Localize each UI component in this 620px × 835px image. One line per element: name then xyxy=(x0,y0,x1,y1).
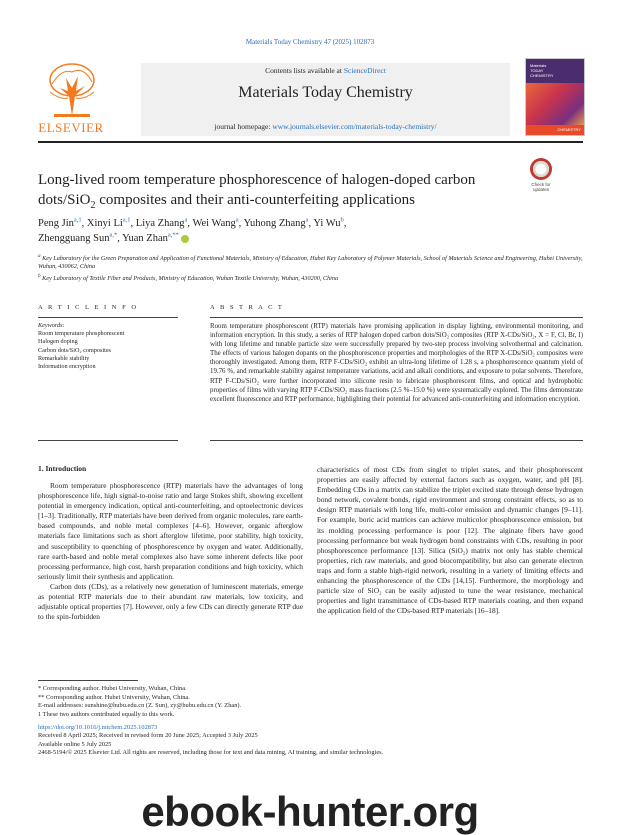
elsevier-wordmark: ELSEVIER xyxy=(38,120,104,135)
affiliation-item xyxy=(38,252,583,272)
author-name[interactable]: Wei Wang xyxy=(192,218,236,229)
homepage-prefix: journal homepage: xyxy=(214,122,273,131)
check-for-updates-button[interactable] xyxy=(524,158,558,192)
copyright-line: 2468-5194/© 2025 Elsevier Ltd. All rights are reserved, including those for text and data mining, AI training, and similar technologies. xyxy=(38,748,384,756)
author-mark[interactable]: a,1 xyxy=(73,216,82,224)
author-mark[interactable]: b xyxy=(340,216,344,224)
cover-artwork xyxy=(526,83,584,127)
cover-title-line3: CHEMISTRY xyxy=(530,73,554,78)
affiliation-item xyxy=(38,272,583,283)
sciencedirect-link[interactable]: ScienceDirect xyxy=(343,66,386,75)
author-list xyxy=(38,216,583,246)
check-updates-label xyxy=(524,182,558,192)
elsevier-tree-logo xyxy=(42,58,102,122)
cover-title-line1: Materials xyxy=(530,63,547,68)
title-subscript: 2 xyxy=(90,200,96,211)
author-name[interactable]: Yuan Zhan xyxy=(122,233,168,244)
body-paragraph: Room temperature phosphorescence (RTP) materials have the advantages of long phosphorescence life, high signal-to-noise ratio and large Stokes shift, showing excellent potential in emergency indication, optical anti-counterfeiting, and optoelectronic devices [1–3]. Traditionally, RTP materials have been derived from organic molecules, rare earth-based compounds, and noble metal complexes [4–6]. However, organic afterglow materials face limitations such as short afterglow lifetime, poor stability, high toxicity, and susceptibility to quenching of phosphorescence by oxygen and water. Additionally, rare earth-based and noble metal complexes also have some inherent defects like poor processing performance, high cost, harsh preparation conditions and high toxicity, which seriously limit their synthesis and application. xyxy=(38,481,303,581)
body-column-left xyxy=(38,481,303,622)
author-name[interactable]: Peng Jin xyxy=(38,218,74,229)
check-updates-icon xyxy=(530,158,552,180)
journal-title: Materials Today Chemistry xyxy=(238,84,413,101)
journal-reference-link[interactable]: Materials Today Chemistry 47 (2025) 102873 xyxy=(245,38,375,46)
affiliation-text: Key Laboratory for the Green Preparation and Application of Functional Materials, Ministry of Education, Hubei Key Laboratory of Polymer Materials, School of Materials Science and Engineering, Hubei University, Wuhan, 430062, China xyxy=(38,255,583,271)
watermark: ebook-hunter.org xyxy=(141,788,479,835)
footnote-rule xyxy=(38,680,138,681)
journal-homepage-link[interactable]: www.journals.elsevier.com/materials-today-chemistry/ xyxy=(272,122,437,131)
author-mark[interactable]: a xyxy=(305,216,309,224)
author-separator: , xyxy=(117,233,123,244)
author-mark[interactable]: a,* xyxy=(109,231,118,239)
author-name[interactable]: Liya Zhang xyxy=(135,218,185,229)
body-column-right xyxy=(317,465,583,616)
title-part-2: composites and their anti-counterfeiting applications xyxy=(95,192,416,208)
keyword-item: Information encryption xyxy=(38,363,96,371)
cover-band: CHEMISTRY xyxy=(526,125,584,135)
available-online: Available online 5 July 2025 xyxy=(38,740,112,748)
footnote-item: ** Corresponding author. Hubei University, Wuhan, China. xyxy=(38,693,190,701)
author-name[interactable]: Yuhong Zhang xyxy=(243,218,306,229)
article-info-bottom-rule xyxy=(38,440,178,441)
affiliation-mark: b xyxy=(38,272,41,279)
orcid-icon[interactable] xyxy=(181,235,189,243)
keyword-item: Carbon dots/SiO₂ composites xyxy=(38,346,111,354)
author-separator: , xyxy=(343,218,347,229)
journal-homepage-line xyxy=(141,122,510,131)
received-dates: Received 8 April 2025; Received in revised form 20 June 2025; Accepted 3 July 2025 xyxy=(38,732,258,740)
body-paragraph: characteristics of most CDs from singlet to triplet states, and their phosphorescent properties are easily affected by external factors such as oxygen, water, and pH [8]. Embedding CDs in a matrix can stabilize the triplet excited state through dense hydrogen bond network, covalent bonds, rigid environment and strong constraint effects, so as to design RTP materials with long life, multi-color emission and dynamic changes [9–11]. For example, boric acid matrices can achieve multicolor phosphorescence emission, but its molding processing performance is poor [12]. The alginate fibers have good processing performance but weak hydrogen bond constraints with CDs, resulting in poor phosphorescence performance [13]. Silica (SiO₂) matrix not only has stable chemical properties, rich raw materials, and good biocompatibility, but also can generate electron traps and form a stable high-rigid network, resulting in a variety of limiting effects and enhancing the phosphorescence of the CDs [14,15]. Furthermore, the morphology and particle size of SiO₂ can be easily adjusted to tune the wear resistance, mechanical properties and light transmittance of CDs-based RTP materials coating, and then expand the application field of the CDs-based RTP materials [16–18]. xyxy=(317,465,583,616)
check-updates-line2: updates xyxy=(532,187,549,192)
author-name[interactable]: Xinyi Li xyxy=(86,218,123,229)
affiliation-text: Key Laboratory of Textile Fiber and Products, Ministry of Education, Wuhan Textile University, Wuhan, 430200, China xyxy=(42,274,339,282)
author-separator: , xyxy=(238,218,244,229)
footnote-item: * Corresponding author. Hubei University, Wuhan, China. xyxy=(38,685,187,692)
author-name[interactable]: Zhengguang Sun xyxy=(38,233,110,244)
keyword-item: Halogen doping xyxy=(38,338,78,346)
journal-cover-image[interactable] xyxy=(525,58,585,136)
keyword-item: Room temperature phosphorescent xyxy=(38,330,125,338)
check-updates-line1: Check for xyxy=(531,182,551,187)
keyword-item: Remarkable stability xyxy=(38,354,90,362)
keywords-label: Keywords: xyxy=(38,322,65,329)
abstract-bottom-rule xyxy=(210,440,583,441)
abstract-top-rule xyxy=(210,317,583,318)
author-mark[interactable]: a xyxy=(184,216,188,224)
abstract-heading: A B S T R A C T xyxy=(210,304,284,311)
author-separator: , xyxy=(187,218,193,229)
cover-title-line2: TODAY xyxy=(530,68,544,73)
author-separator: , xyxy=(130,218,136,229)
paper-title xyxy=(38,170,528,216)
affiliations xyxy=(38,252,583,283)
author-separator: , xyxy=(81,218,87,229)
title-part-1: Long-lived room temperature phosphorescence of halogen-doped carbon dots/SiO xyxy=(38,172,476,208)
article-info-top-rule xyxy=(38,317,178,318)
author-mark[interactable]: a,1 xyxy=(122,216,131,224)
contents-prefix: Contents lists available at xyxy=(265,66,344,75)
footnote-item: 1 These two authors contributed equally to this work. xyxy=(38,710,175,718)
cover-title xyxy=(530,63,553,78)
footnotes xyxy=(38,685,338,719)
footnote-email[interactable]: E-mail addresses: sunshine@hubu.edu.cn (Z. Sun), zy@hubu.edu.cn (Y. Zhan). xyxy=(38,702,242,710)
article-info-heading: A R T I C L E I N F O xyxy=(38,304,139,311)
affiliation-mark: a xyxy=(38,253,41,259)
author-mark[interactable]: a,** xyxy=(167,231,179,239)
author-separator: , xyxy=(308,218,314,229)
body-paragraph: Carbon dots (CDs), as a relatively new generation of luminescent materials, emerge as potential RTP materials due to their abundant raw materials, low toxicity, and adjustable optical properties [7]. However, only a few CDs can directly generate RTP due to the spin-forbidden xyxy=(38,581,303,622)
abstract-text: Room temperature phosphorescent (RTP) materials have promising application in display lighting, environmental monitoring, and information encryption. In this study, a series of RTP halogen doped carbon dots/SiO₂ composites (RTP X-CDs/SiO₂, X = F, Cl, Br, I) with long lifetime and tunable particle size were successfully prepared by two-step process involving solvothermal and calcination. The effects of various halogen dopants on the phosphorescence properties and morphologies of the RTP X-CDs/SiO₂ composites were thoroughly investigated. Among them, RTP F-CDs/SiO₂ exhibit an ultra-long lifetime of 1.28 s, a phosphorescence quantum yield of 19.76 %, and remarkable stability against temperature variations, acid and alkali conditions, and exposure to polar solvents. Therefore, RTP F-CDs/SiO₂ were further incorporated into silicone resin to fabricate phosphorescent films, and optical and hydrophobic properties of films with varying RTP F-CDs/SiO₂ mass fractions (2.5 %–15.0 %) were systematically explored. The films demonstrate excellent fluorescence and RTP performance, highlighting their potential for advanced anti-counterfeiting and information encryption. xyxy=(210,323,583,403)
introduction-heading: 1. Introduction xyxy=(38,464,87,473)
header-divider xyxy=(38,141,583,143)
contents-line xyxy=(141,66,510,75)
publication-info xyxy=(38,724,583,757)
doi-link[interactable]: https://doi.org/10.1016/j.mtchem.2025.102873 xyxy=(38,724,158,731)
author-name[interactable]: Yi Wu xyxy=(313,218,341,229)
keywords-block xyxy=(38,322,183,371)
author-mark[interactable]: a xyxy=(235,216,239,224)
